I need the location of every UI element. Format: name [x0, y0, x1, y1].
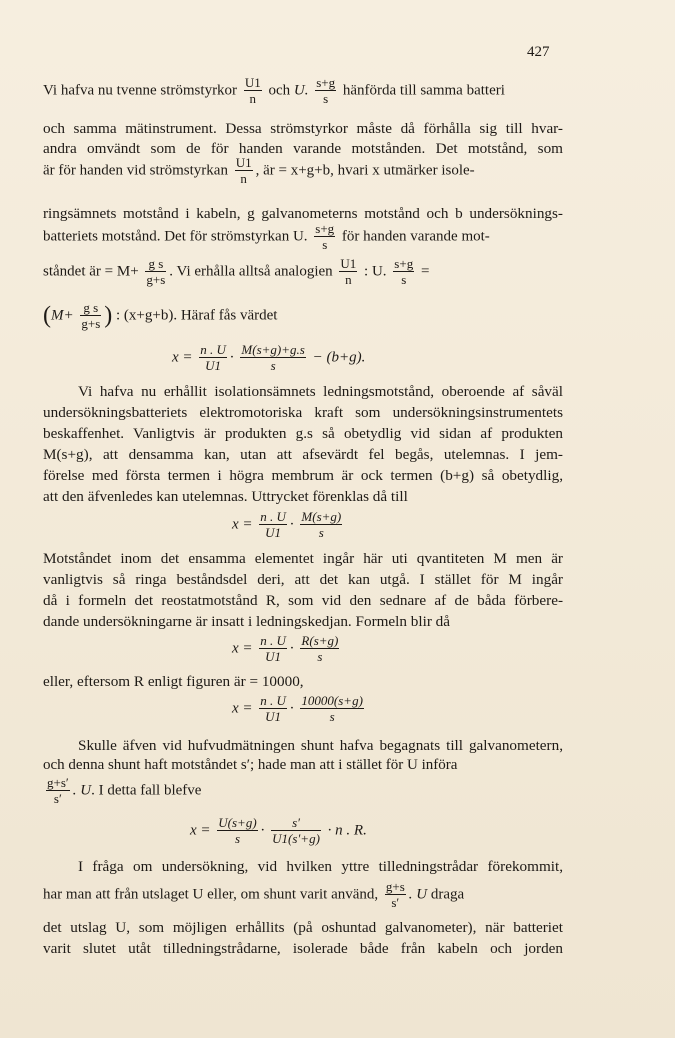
fraction-s1: [271, 816, 321, 846]
den: g+s: [81, 316, 101, 331]
fraction-U1-n: [244, 76, 262, 106]
fraction-R-sg-s: [300, 634, 339, 664]
text: det utslag U: [43, 919, 127, 936]
den: s: [300, 648, 339, 664]
line-5: ringsämnets motstånd i kabeln, g galvanometerns motstånd och b undersöknings-: [43, 205, 563, 222]
fraction-nU-U1: [259, 510, 287, 540]
den: U1: [199, 357, 227, 373]
text: , är = x+g+b, hvari x utmärker isole-: [255, 162, 475, 179]
fraction-gs-gs: [80, 301, 101, 331]
line-7: [43, 257, 429, 287]
text: hänförda till samma batteri: [342, 82, 505, 99]
line-11: beskaffenhet. Vanligtvis är produkten g.s så obetydlig vid sidan af produkten: [43, 425, 563, 442]
text: Vi hafva nu tvenne strömstyrkor: [43, 82, 238, 99]
text: x =: [172, 349, 193, 366]
line-19: eller, eftersom R enligt figuren är = 10000,: [43, 673, 304, 690]
num: n . U: [260, 509, 286, 524]
line-2: och samma mätinstrument. Dessa strömstyrkor måste då förhålla sig till hvar-: [43, 120, 563, 137]
formula-x-R: x = $\frac{n . U}{U1}$ · $\frac{R(s+g)}{s}$: [232, 633, 339, 664]
text: M+: [51, 307, 74, 324]
den: U1: [259, 708, 287, 724]
line-24: [43, 880, 464, 910]
num: n . U: [200, 342, 226, 357]
text: för handen varande mot-: [341, 228, 490, 245]
num: s+g: [394, 256, 414, 271]
line-9: Vi hafva nu erhållit isolationsämnets ledningsmotstånd, oberoende af såväl: [78, 383, 563, 400]
num: n . U: [260, 633, 286, 648]
den: s: [240, 357, 305, 373]
text: x =: [232, 516, 253, 533]
text: draga: [430, 886, 465, 903]
text: · n . R.: [327, 822, 367, 839]
num: 10000(s+g): [301, 693, 363, 708]
num: U1: [244, 75, 261, 90]
line-14: att den äfvenledes kan utelemnas. Uttrycket förenklas då till: [43, 488, 408, 505]
den: s: [393, 271, 414, 287]
fraction-gs-gs: [145, 257, 166, 287]
text: =: [420, 263, 430, 280]
text: : (x+g+b). Häraf fås värdet: [116, 307, 278, 324]
text: eller, om shunt varit använd,: [207, 886, 379, 903]
den: s′: [385, 894, 406, 910]
num: s′: [292, 815, 300, 830]
fraction-10000: [300, 694, 364, 724]
fraction-sg-s: [314, 222, 335, 252]
line-4: [43, 156, 475, 186]
den: U1: [259, 524, 287, 540]
fraction-Usg-s: [217, 816, 257, 846]
num: g+s′: [47, 775, 69, 790]
text: . I detta fall blefve: [91, 782, 202, 799]
den: s: [217, 830, 257, 846]
fraction-nU-U1: [259, 634, 287, 664]
text: ståndet är = M+: [43, 263, 139, 280]
fraction-M-sg-s: [300, 510, 342, 540]
text: . U: [408, 886, 428, 903]
line-18: dande undersökningarne är insatt i ledningskedjan. Formeln blir då: [43, 613, 451, 630]
den: n: [235, 170, 253, 186]
line-20: Skulle äfven vid hufvudmätningen shunt hafva begagnats till galvanometern,: [78, 737, 563, 754]
formula-x-full: x = $\frac{n . U}{U1}$ · $\frac{M(s+g)+g.s}{s}$ − (b+g).: [172, 342, 366, 373]
num: M(s+g): [301, 509, 342, 524]
den: U1(s′+g): [272, 831, 320, 846]
num: g s: [148, 256, 164, 271]
text: batteriets motstånd. Det för strömstyrkan U.: [43, 228, 308, 245]
line-15: Motståndet inom det ensamma elementet ingår här uti qvantiteten M men är: [43, 550, 563, 567]
den: U1: [259, 648, 287, 664]
text: . Vi erhålla alltså analogien: [169, 263, 333, 280]
line-17: då i formeln det reostatmotstånd R, som vid den sednare af de båda förbere-: [43, 592, 563, 609]
fraction-nU-U1: [199, 343, 227, 373]
den: s′: [46, 790, 70, 806]
text: x =: [190, 822, 211, 839]
text: är för handen vid strömstyrkan: [43, 162, 228, 179]
fraction-sg-s: [315, 76, 336, 106]
num: s+g: [315, 221, 335, 236]
line-13: förelse med första termen i högra membrum är ock termen (b+g) så obetydlig,: [43, 467, 563, 484]
text: , som möjligen erhållits (på oshuntad galvanometer), när batteriet: [126, 919, 563, 936]
text: x =: [232, 640, 253, 657]
num: g s: [83, 300, 99, 315]
line-10: undersökningsbatteriets elektromotoriska kraft som undersökningsinstrumentets: [43, 404, 563, 421]
line-8: (M+ $\frac{\text{g s}}{g+s}$ ) : (x+g+b). Häraf fås värdet: [43, 300, 278, 331]
num: U1: [235, 155, 252, 170]
formula-x-10000: x = $\frac{n . U}{U1}$ · $\frac{10000(s+g)}{s}$: [232, 693, 363, 724]
den: s: [300, 708, 364, 724]
num: s+g: [316, 75, 336, 90]
line-26: varit slutet utåt tilledningstrådarne, isolerade både från kabeln och jorden: [43, 940, 563, 957]
den: n: [339, 271, 357, 287]
num: U1: [340, 256, 357, 271]
line-25: [43, 919, 563, 937]
formula-x-shunt: x = $\frac{U(s+g)}{s}$ · $\frac{s'}{U1(s'+g)}$ · n . R.: [190, 815, 367, 846]
line-16: vanligtvis så ringa beståndsdel deri, att det kan utgå. I stället för M ingår: [43, 571, 563, 588]
text: : U.: [364, 263, 387, 280]
fraction-U1-n: [339, 257, 357, 287]
fraction-M-sg-gs-s: [240, 343, 305, 373]
text: . U: [72, 782, 92, 799]
line-6: [43, 222, 490, 252]
fraction-nU-U1: [259, 694, 287, 724]
num: g+s: [385, 879, 405, 894]
num: M(s+g)+g.s: [241, 342, 305, 357]
den: s: [314, 236, 335, 252]
num: n . U: [260, 693, 286, 708]
text: x =: [232, 700, 253, 717]
text: har man att från utslaget U: [43, 886, 204, 903]
den: n: [244, 90, 262, 106]
den: s: [315, 90, 336, 106]
line-3: andra omvändt som de för handen varande motstånden. Det motstånd, som: [43, 140, 563, 157]
line-23: I fråga om undersökning, vid hvilken yttre tilledningstrådar förekommit,: [78, 858, 563, 875]
text: införa: [421, 757, 458, 773]
formula-x-simplified: x = $\frac{n . U}{U1}$ · $\frac{M(s+g)}{s}$: [232, 509, 342, 540]
text: och: [268, 82, 291, 99]
line-1: Vi hafva nu tvenne strömstyrkor $\frac{U1}{n}$ och U. $\frac{s+g}{s}$ hänförda till samma batteri: [43, 75, 505, 106]
text: och denna shunt haft motståndet s′; hade man att i stället för U: [43, 757, 418, 773]
line-22: [43, 776, 201, 806]
fraction-gs-s1: [385, 880, 406, 910]
line-12: M(s+g), att densamma kan, utan att afsevärdt fel begås, utelemnas. I jem-: [43, 446, 563, 463]
fraction-U1-n: [235, 156, 253, 186]
fraction-gs1-s1: [46, 776, 70, 806]
line-21: [43, 757, 457, 774]
num: R(s+g): [301, 633, 339, 648]
page-number: 427: [527, 44, 550, 60]
text: − (b+g).: [312, 349, 366, 366]
fraction-sg-s: [393, 257, 414, 287]
den: g+s: [146, 272, 166, 287]
den: s: [300, 524, 342, 540]
num: U(s+g): [218, 815, 257, 830]
